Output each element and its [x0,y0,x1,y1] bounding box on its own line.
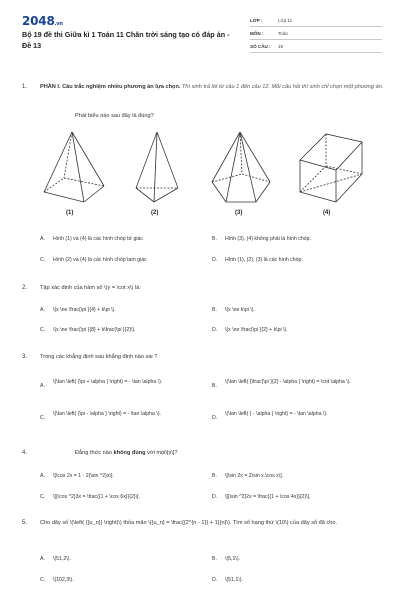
site-logo[interactable] [22,14,63,28]
option-letter: B. [212,556,217,562]
option-letter: A. [40,473,45,479]
option-text: \(51,2\). [53,556,71,562]
question-number: 3. [22,354,28,360]
option-text: \(5,1\). [225,556,240,562]
option-text: \(x \ne \frac{\pi }{8} + k\frac{\pi }{2}\). [53,327,136,333]
figure-label: (4) [323,210,331,216]
option-letter: D. [212,415,218,421]
pyramid-figure-3 [208,130,274,208]
document-header [22,14,382,60]
option-text: \(102,3\). [53,577,74,583]
meta-value: Toán [278,31,288,36]
option-letter: D. [212,577,218,583]
option-letter: A. [40,236,45,242]
option-text: \(51,1\). [225,577,243,583]
option-letter: C. [40,577,46,583]
meta-row-count [250,40,382,53]
question-stem: Cho dãy số \(\left( {{u_n}} \right)\) thỏa mãn \({u_n} = \frac{{2^{n - 1}} + 1}{n}\). Tìm số hạng thứ \(10\) của dãy số đã cho. [40,520,338,526]
option-text: \(x \ne \frac{\pi }{2} + k\pi \). [225,327,288,333]
figure-label: (2) [151,210,159,216]
prism-figure-4 [296,130,366,208]
logo-text: 2048 [22,14,55,28]
question-number: 5. [22,520,28,526]
option-text: Hình (1), (2), (3) là các hình chóp. [225,257,303,263]
part-title: PHẦN I. Câu trắc nghiệm nhiều phương án lựa chọn. [40,84,181,90]
option-letter: A. [40,383,45,389]
option-text: \(x \ne \frac{\pi }{4} + k\pi \). [53,307,116,313]
option-letter: D. [212,494,218,500]
question-stem: Trong các khẳng định sau khẳng định nào sai ? [40,354,158,360]
meta-value: Lớp 11 [278,18,293,23]
pyramid-figure-2 [132,130,182,208]
option-letter: B. [212,236,217,242]
stem-text: với mọi\[x\]? [145,450,178,456]
option-text: \(\tan \left( { - \alpha } \right) = - \tan \alpha \). [225,411,328,417]
option-text: \[\sin 2x = 2\sin x.\cos x\]. [225,473,284,479]
meta-value: 19 [278,44,284,49]
meta-row-subject [250,27,382,40]
option-letter: A. [40,307,45,313]
question-number: 2. [22,285,28,291]
option-letter: D. [212,327,218,333]
option-text: \(x \ne k\pi \). [225,307,255,313]
question-number: 1. [22,84,28,90]
option-letter: C. [40,415,46,421]
option-text: \(\tan \left( {\pi + \alpha } \right) = - \tan \alpha \). [53,379,163,385]
option-letter: C. [40,327,46,333]
option-letter: A. [40,556,45,562]
logo-tld: .vn [54,21,63,27]
question-number: 4. [22,450,28,456]
option-letter: B. [212,473,217,479]
option-text: \[\cos 2x = 1 - 2{\sin ^2}x\]. [53,473,114,479]
option-text: \[{\cos ^2}3x = \frac{{1 + \cos 6x}}{2}\]. [53,494,140,500]
meta-table [250,14,382,53]
meta-row-class [250,14,382,27]
meta-key: MÔN : [250,31,264,36]
option-text: \[{\sin ^2}2x = \frac{{1 + \cos 4x}}{2}\]. [225,494,311,500]
stem-text: Đẳng thức nào [75,450,114,456]
option-letter: D. [212,257,218,263]
question-stem [75,448,375,458]
option-text: \(\tan \left( {\pi - \alpha } \right) = - \tan \alpha \). [53,411,161,417]
part-header [40,82,385,92]
option-text: \(\tan \left( {\frac{\pi }{2} - \alpha } \right) = \cot \alpha \). [225,379,351,385]
question-stem: Tập xác định của hàm số \(y = \cot x\) là: [40,285,141,291]
meta-key: LỚP : [250,18,263,23]
option-letter: B. [212,307,217,313]
question-stem: Phát biểu nào sau đây là đúng? [75,113,154,119]
option-letter: C. [40,257,46,263]
option-text: Hình (1) và (4) là các hình chóp tứ giác [53,236,143,242]
pyramid-figure-1 [40,130,110,208]
option-text: Hình (2) và (4) là các hình chóp tam giác [53,257,147,263]
part-instruction: Thí sinh trả lời từ câu 1 đến câu 12. Mỗi câu hỏi thí sinh chỉ chọn một phương án. [182,84,384,90]
option-letter: C. [40,494,46,500]
stem-emphasis: không đúng [113,450,146,456]
option-text: Hình (3), (4) không phải là hình chóp. [225,236,311,242]
meta-key: SỐ CÂU : [250,44,271,49]
document-title: Bộ 19 đề thi Giữa kì 1 Toán 11 Chân trời sáng tạo có đáp án - Đề 13 [22,30,230,50]
figure-label: (1) [66,210,74,216]
figure-label: (3) [235,210,243,216]
option-letter: B. [212,383,217,389]
